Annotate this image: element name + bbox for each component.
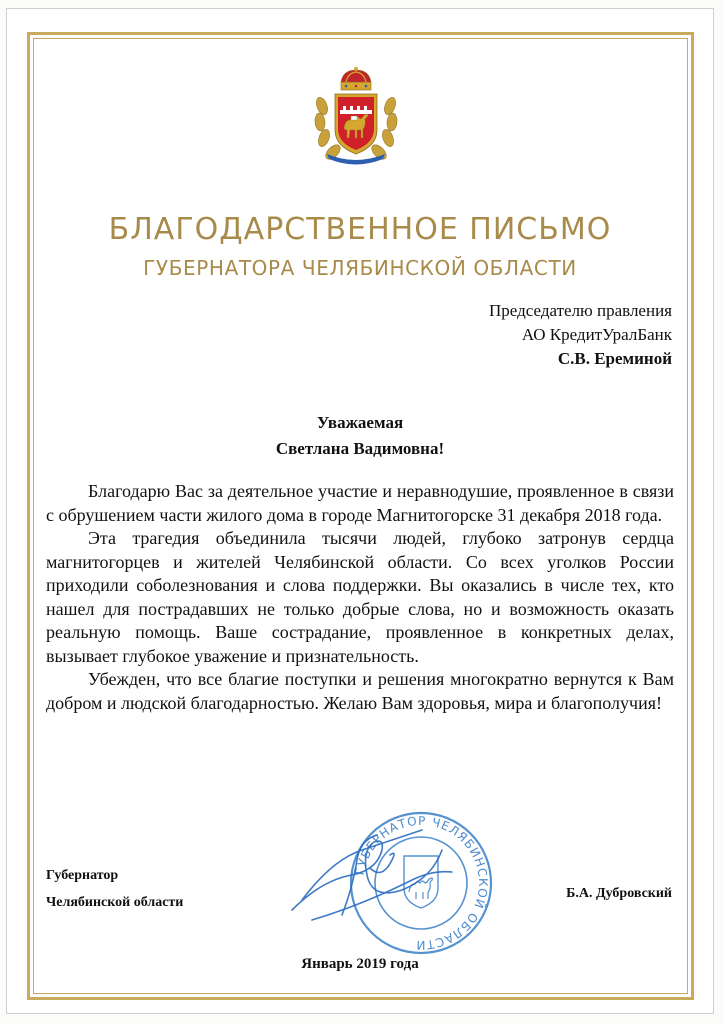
document-title: БЛАГОДАРСТВЕННОЕ ПИСЬМО <box>108 212 612 247</box>
handwritten-signature <box>282 820 462 930</box>
greeting <box>60 410 660 462</box>
signatory-position-line-2: Челябинской области <box>46 895 184 910</box>
addressee-organization: АО КредитУралБанк <box>521 325 672 344</box>
signatory-name: Б.А. Дубровский <box>566 886 672 901</box>
body-paragraph: Убежден, что все благие поступки и решения многократно вернутся к Вам добром и людской благодарностью. Желаю Вам здоровья, мира и благополучия! <box>46 669 674 713</box>
svg-text:ГУБЕРНАТОР ЧЕЛЯБИНСКОЙ ОБЛАСТИ: ГУБЕРНАТОР ЧЕЛЯБИНСКОЙ ОБЛАСТИ <box>352 813 491 953</box>
letter-body <box>46 480 674 715</box>
document-subtitle: ГУБЕРНАТОРА ЧЕЛЯБИНСКОЙ ОБЛАСТИ <box>143 256 577 280</box>
addressee-name: С.В. Ереминой <box>557 349 672 368</box>
document-date: Январь 2019 года <box>301 956 419 972</box>
greeting-line-1: Уважаемая <box>316 413 404 432</box>
signatory-position-line-1: Губернатор <box>46 868 119 883</box>
coat-of-arms-icon <box>313 66 399 166</box>
body-paragraph: Эта трагедия объединила тысячи людей, глубоко затронув сердца магнитогорцев и жителей Челябинской области. Со всех уголков России приходили соболезнования и слова поддержки. Вы оказались в числе тех, кто нашел для пострадавших не только добрые слова, но и возможность оказать реальную помощь. Ваше сострадание, проявленное в конкретных делах, вызывает глубокое уважение и признательность. <box>46 528 674 666</box>
greeting-line-2: Светлана Вадимовна! <box>275 439 445 458</box>
addressee-block <box>312 299 672 371</box>
signatory-position <box>46 862 286 916</box>
addressee-position: Председателю правления <box>489 301 672 320</box>
body-paragraph: Благодарю Вас за деятельное участие и неравнодушие, проявленное в связи с обрушением части жилого дома в городе Магнитогорске 31 декабря 2018 года. <box>46 481 674 525</box>
